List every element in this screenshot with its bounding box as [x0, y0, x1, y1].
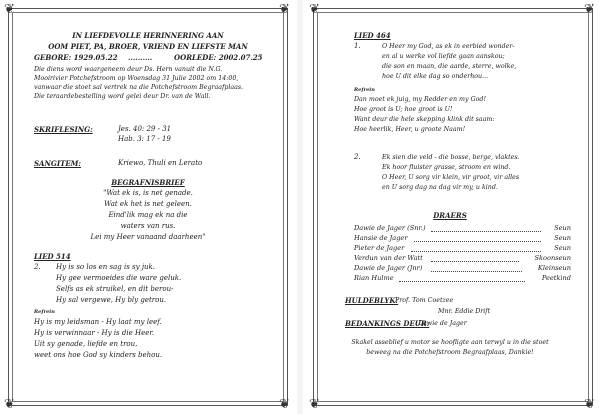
- hymn-line-3: Selfs as ek struikel, en dit berou-: [56, 285, 174, 293]
- memorial-heading-2: OOM PIET, PA, BROER, VRIEND EN LIEFSTE MAN: [48, 42, 248, 51]
- bearer-name: Verdun van der Watt: [354, 254, 423, 262]
- bearer-leader: [431, 231, 541, 232]
- hymn-line-4: Hy sal vergewe, Hy bly getrou.: [56, 296, 167, 304]
- bearer-relation: Seun: [554, 224, 571, 232]
- closing-line-2: beweeg na die Potchefstroom Begraafplaas, Dankie!: [366, 349, 534, 356]
- service-line-1: Die diens word waargeneem deur Ds. Hern vanuit die N.G.: [34, 66, 223, 73]
- left-top-right-ornament: ❦: [279, 2, 290, 17]
- verse-2-line-3: O Heer, U sorg vir klein, vir groot, vir alles: [382, 174, 520, 181]
- left-bottom-right-ornament: ❦: [279, 397, 290, 412]
- right-page: [303, 0, 599, 414]
- service-line-2: Mooirivier Potchefstroom op Woensdag 31 Julie 2002 om 14:00,: [34, 75, 239, 82]
- refrain-464-label: Refrein: [354, 87, 375, 93]
- refrain-464-line-1: Dan moet ek juig, my Redder en my God!: [354, 96, 486, 103]
- died-date: OORLEDE: 2002.07.25: [174, 53, 263, 62]
- reading-value-1: Jes. 40: 29 - 31: [118, 125, 172, 133]
- born-date: GEBORE: 1929.05.22: [34, 53, 118, 62]
- hymn-line-2: Hy gee vermoeides die ware geluk.: [56, 274, 182, 282]
- tribute-speaker-1: Prof. Tom Coetzee: [395, 297, 454, 304]
- bearer-relation: Peetkind: [541, 274, 571, 282]
- bearer-leader: [399, 281, 525, 282]
- hymn-line-1: Hy is so los en sag is sy juk.: [56, 263, 155, 271]
- verse-1-number: 1.: [354, 42, 361, 50]
- singers-value: Kriewo, Thuli en Lerato: [118, 159, 203, 167]
- closing-line-1: Skakel asseblief u motor se hoofligte aan terwyl u in die stoet: [351, 339, 549, 346]
- bearers-title: DRAERS: [433, 211, 467, 220]
- bearer-relation: Kleinseun: [537, 264, 571, 272]
- verse-2-line-1: Ek sien die veld - die bosse, berge, vlaktes.: [382, 154, 520, 161]
- verse-2-line-2: Ek hoor fluister grasse, stroom en wind.: [382, 164, 511, 171]
- singers-label: SANGITEM:: [34, 159, 82, 168]
- letter-line-4: waters van rus.: [120, 222, 176, 230]
- thanks-label: BEDANKINGS DEUR:: [345, 319, 430, 328]
- hymn-label: LIED 514: [34, 252, 71, 261]
- hymn-464-label: LIED 464: [354, 31, 391, 40]
- right-top-right-ornament: ❦: [584, 2, 595, 17]
- tribute-label: HULDEBLYK:: [345, 296, 399, 305]
- verse-1-line-2: en al u werke vol liefde gaan aanskou;: [382, 53, 505, 60]
- refrain-464-line-4: Hoe heerlik, Heer, u groote Naam!: [354, 126, 466, 133]
- refrain-line-1: Hy is my leidsman - Hy laat my leef.: [34, 318, 162, 326]
- letter-title: BEGRAFNISBRIEF: [111, 178, 185, 187]
- refrain-464-line-3: Want deur die hele skepping klink dit saam:: [354, 116, 495, 123]
- refrain-464-line-2: Hoe groot is U; hoe groot is U!: [354, 106, 453, 113]
- refrain-line-4: weet ons hoe God sy kinders behou.: [34, 351, 163, 359]
- hymn-verse-number: 2.: [34, 263, 41, 271]
- right-bottom-right-ornament: ❦: [584, 397, 595, 412]
- right-top-left-ornament: ❦: [309, 2, 320, 17]
- refrain-line-2: Hy is verwinnaar - Hy is die Heer.: [34, 329, 155, 337]
- right-bottom-left-ornament: ❦: [309, 397, 320, 412]
- bearer-name: Dawie de Jager (Snr.): [354, 224, 426, 232]
- date-separator: ..........: [128, 53, 153, 62]
- letter-line-1: "Wat ek is, is net genade.: [103, 189, 193, 197]
- left-top-left-ornament: ❦: [4, 2, 15, 17]
- service-line-3: vanwaar die stoet sal vertrek na die Potchefstroom Begraafplaas.: [34, 84, 244, 91]
- bearer-relation: Seun: [554, 234, 571, 242]
- reading-label: SKRIFLESING:: [34, 125, 93, 134]
- bearer-name: Dawie de Jager (Jnr): [354, 264, 423, 272]
- tribute-speaker-2: Mnr. Eddie Drift: [438, 308, 491, 315]
- refrain-label: Refrein: [34, 309, 55, 315]
- bearer-name: Hansie de Jager: [354, 234, 408, 242]
- bearer-leader: [431, 271, 522, 272]
- bearer-leader: [414, 241, 541, 242]
- bearer-leader: [431, 261, 519, 262]
- refrain-line-3: Uit sy genade, liefde en trou,: [34, 340, 138, 348]
- bearer-name: Pieter de Jager: [354, 244, 405, 252]
- bearer-relation: Skoonseun: [534, 254, 571, 262]
- memorial-heading-1: IN LIEFDEVOLLE HERINNERING AAN: [72, 31, 224, 40]
- left-page: [0, 0, 297, 414]
- letter-line-2: Wat ek het is net geleen.: [104, 200, 192, 208]
- verse-1-line-4: hoe U dit elke dag so onderhou...: [382, 73, 489, 80]
- verse-1-line-1: O Heer my God, as ek in eerbied wonder-: [382, 43, 515, 50]
- bearer-relation: Seun: [554, 244, 571, 252]
- service-line-4: Die teraardebestelling word gelei deur Dr. van de Wall.: [34, 93, 211, 100]
- verse-1-line-3: die son en maan, die aarde, sterre, wolke,: [382, 63, 517, 70]
- bearer-name: Rian Hulme: [354, 274, 394, 282]
- letter-line-3: Eind'lik mag ek na die: [108, 211, 188, 219]
- letter-line-5: Lei my Heer vanaand daarheen": [90, 233, 206, 241]
- verse-2-number: 2.: [354, 153, 361, 161]
- left-bottom-left-ornament: ❦: [4, 397, 15, 412]
- reading-value-2: Hab. 3: 17 - 19: [118, 135, 171, 143]
- thanks-value: Dawie de Jager: [418, 320, 467, 327]
- bearer-leader: [411, 251, 541, 252]
- verse-2-line-4: en U sorg dag na dag vir my, u kind.: [382, 184, 498, 191]
